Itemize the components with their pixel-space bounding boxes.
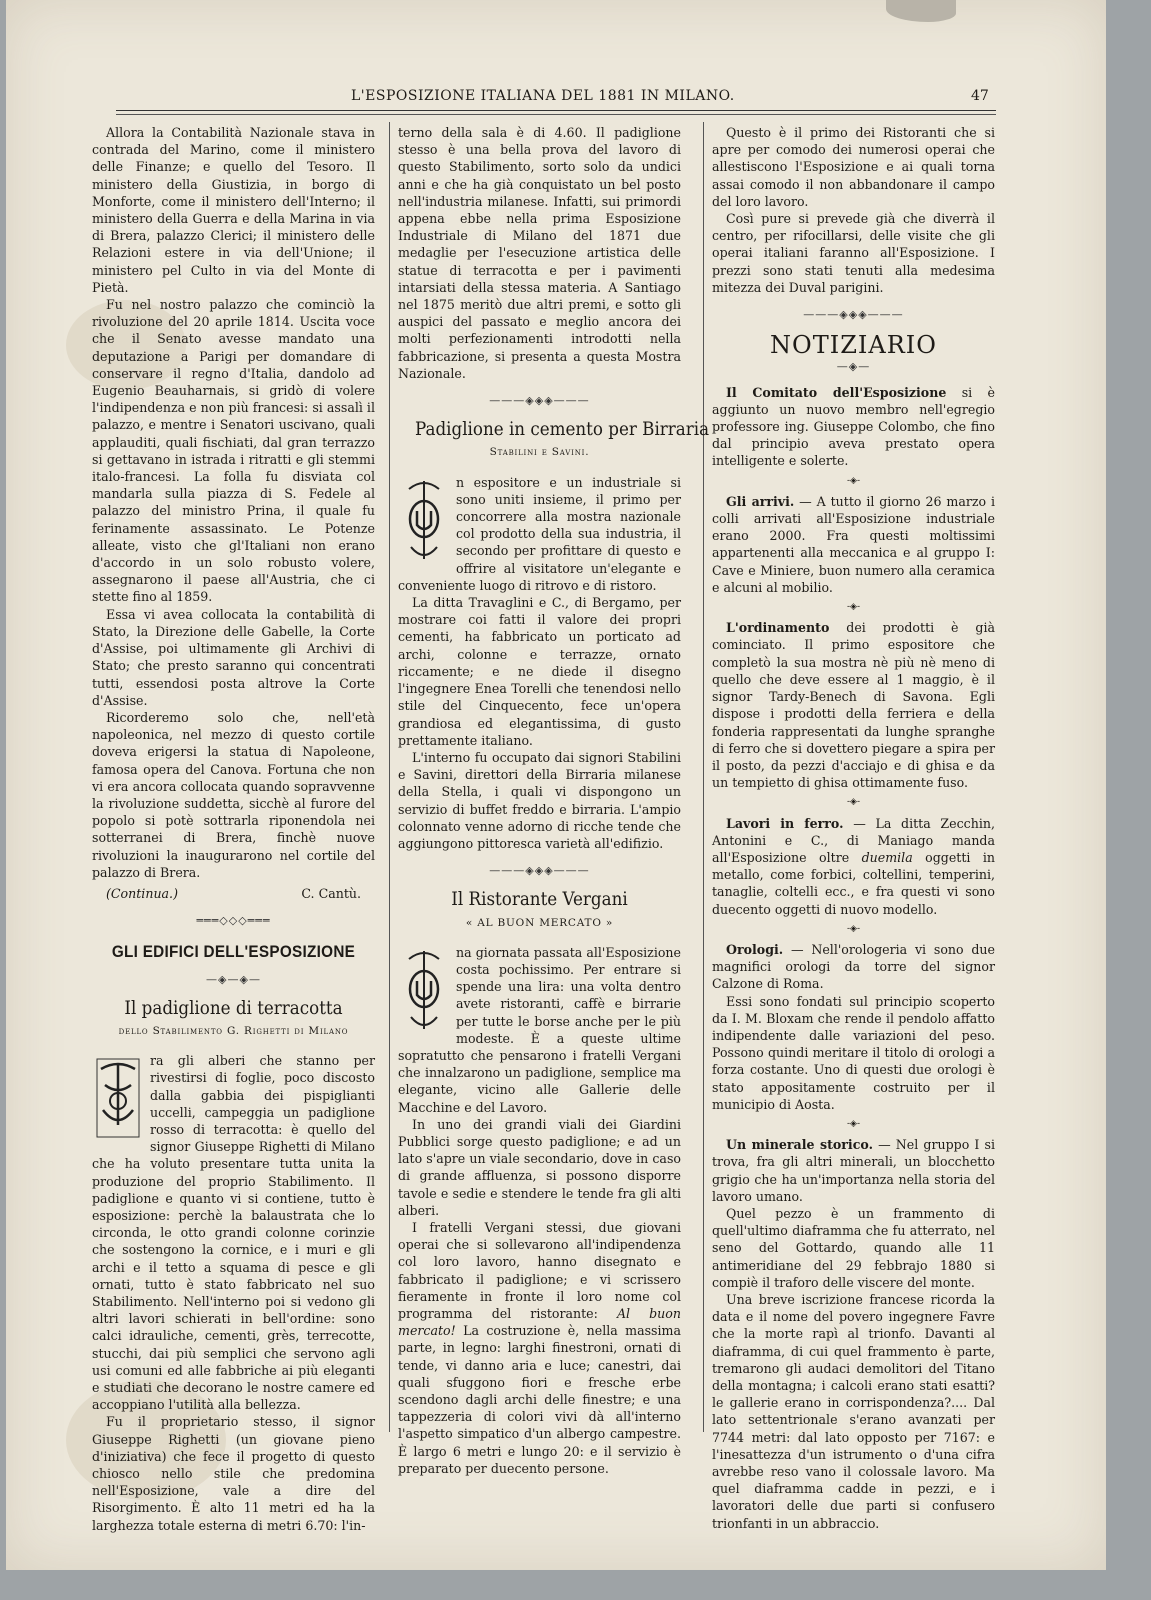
dropcap-u-ornament bbox=[398, 946, 450, 1034]
paragraph: Così pure si prevede già che diverrà il centro, per rifocillarsi, delle visite che gli operai italiani faranno all'Esposizione. I prezzi sono stati tenuti alla medesima mitezza dei Duval parigini. bbox=[712, 211, 995, 295]
column-2 bbox=[398, 124, 710, 1476]
header-rule-thin bbox=[116, 114, 996, 115]
ornament: —◈— bbox=[836, 360, 871, 374]
news-item bbox=[712, 619, 995, 791]
separator: -◈- bbox=[846, 602, 860, 613]
italic-motto: Al buon mercato! bbox=[398, 1306, 681, 1339]
author-name: C. Cantù. bbox=[301, 885, 361, 901]
paragraph: Una breve iscrizione francese ricorda la data e il nome del povero ingegnere Favre che la morte rapì al trionfo. Davanti al diaframma, di cui quel frammento è parte, tremarono gli audaci demolitori del Titano della montagna; i calcoli erano stati esatti? le gallerie erano in corrispondenza?.... Dal lato settentrionale s'erano avanzati per 7744 metri: dal lato opposto per 7167: e l'inesattezza d'un istrumento o d'una cifra avrebbe reso vano il colossale lavoro. Ma quel diaframma cadde in pezzi, e i lavoratori delle due parti si confusero trionfanti in un abbraccio. bbox=[712, 1292, 995, 1531]
news-item bbox=[712, 941, 995, 993]
article-title: Il Ristorante Vergani bbox=[451, 888, 628, 911]
ornament: ———◈◈◈——— bbox=[489, 394, 590, 408]
page-number: 47 bbox=[971, 88, 989, 104]
paragraph: ra gli alberi che stanno per rivestirsi di foglie, poco discosto dalla gabbia dei pispiglianti uccelli, campeggia un padiglione rosso di terracotta: è quello del signor Giuseppe Righetti di Milano che ha voluto presentare tutta unita la produzione del proprio Stabilimento. Il padiglione e quanto vi si contiene, tutto è esposizione: perchè la balaustrata che lo circonda, le otto grandi colonne corinzie che sostengono la cornice, e i muri e gli archi e il tetto a squama di pesce e gli ornati, tutto è stato fabbricato nel suo Stabilimento. Nell'interno poi si vedono gli altri lavori schierati in bell'ordine: sono calci idrauliche, cementi, grès, terrecotte, stucchi, dai più semplici che servono agli usi comuni ed alle fabbriche ai più eleganti e studiati che decorano le nostre camere ed accoppiano l'utilità alla bellezza. bbox=[92, 1053, 375, 1413]
article-body bbox=[92, 1052, 375, 1413]
article-subtitle: Stabilini e Savini. bbox=[489, 446, 590, 459]
article-title: Il padiglione di terracotta bbox=[124, 996, 343, 1019]
news-lead: Orologi. bbox=[726, 941, 784, 957]
news-text: dei prodotti è già cominciato. Il primo espositore che completò la sua mostra nè più nè meno di quello che deve essere al 1 maggio, è il signor Tardy-Benech di Savona. Egli dispose i prodotti della ferriera e della fonderia rappresentati da lunghe spranghe di ferro che si dovettero piegare a spira per il posto, da pezzi d'acciajo e di ghisa e da un tempietto di ghisa ottimamente fuso. bbox=[712, 620, 995, 791]
text-run: La costruzione è, nella massima parte, in legno: larghi finestroni, ornati di tende, vi danno aria e luce; canestri, dai quali sfuggono fiori e fresche erbe scendono dagli archi delle finestre; e una tappezzeria di colori vivi dà all'interno l'aspetto simpatico d'un albergo campestre. È largo 6 metri e lungo 20: e il servizio è preparato per duecento persone. bbox=[398, 1323, 681, 1476]
ornament: ═══◇◇◇═══ bbox=[196, 914, 271, 928]
news-text: — Nell'orologeria vi sono due magnifici orologi da torre del signor Calzone di Roma. bbox=[712, 941, 995, 992]
ornament: ———◈◈◈——— bbox=[489, 864, 590, 878]
signature-line bbox=[92, 881, 375, 902]
news-lead: Gli arrivi. bbox=[726, 493, 795, 509]
newspaper-page bbox=[6, 0, 1106, 1570]
column-1 bbox=[92, 124, 375, 1533]
column-3 bbox=[712, 124, 995, 1531]
header-rule bbox=[116, 110, 996, 111]
paragraph: Allora la Contabilità Nazionale stava in contrada del Marino, come il ministero delle Finanze; e quello del Tesoro. Il ministero della Giustizia, in borgo di Monforte, come il ministero dell'Interno; il ministero della Guerra e della Marina in via di Brera, palazzo Clerici; il ministero delle Relazioni estere in via dell'Unione; il ministero pel Culto in via del Monte di Pietà. bbox=[92, 125, 375, 295]
separator: -◈- bbox=[846, 923, 860, 934]
section-title: GLI EDIFICI DELL'ESPOSIZIONE bbox=[111, 942, 356, 962]
italic-word: duemila bbox=[861, 849, 913, 865]
separator: -◈- bbox=[846, 797, 860, 808]
ornament: —◈—◈— bbox=[206, 972, 261, 986]
paragraph: Questo è il primo dei Ristoranti che si apre per comodo dei numerosi operai che allestiscono l'Esposizione e ai quali torna assai comodo il non abbandonare il campo del loro lavoro. bbox=[712, 125, 995, 209]
continua-note: (Continua.) bbox=[106, 885, 178, 901]
news-text: — A tutto il giorno 26 marzo i colli arrivati all'Esposizione industriale erano 2000. Fra questi moltissimi appartenenti alla meccanica e al gruppo I: Cave e Miniere, buon numero alla ceramica e alcuni al mobilio. bbox=[712, 493, 995, 595]
news-item bbox=[712, 493, 995, 596]
text-run: I fratelli Vergani stessi, due giovani operai che si sollevarono all'indipendenza col loro lavoro, hanno disegnato e fabbricato il padiglione; e vi scrissero fieramente in fronte il loro nome col programma del ristorante: bbox=[398, 1219, 681, 1321]
paragraph: Fu il proprietario stesso, il signor Giuseppe Righetti (un giovane pieno d'iniziativa) che fece il progetto di questo chiosco nello stile che predomina nell'Esposizione, vale a dire del Risorgimento. È alto 11 metri ed ha la larghezza totale esterna di metri 6.70: l'in- bbox=[92, 1414, 375, 1533]
news-item bbox=[712, 1136, 995, 1205]
news-lead: Lavori in ferro. bbox=[726, 815, 844, 831]
news-text: — La ditta Zecchin, Antonini e C., di Maniago manda all'Esposizione oltre bbox=[712, 815, 995, 865]
paragraph bbox=[398, 1219, 681, 1477]
page-tear bbox=[886, 0, 956, 22]
separator: -◈- bbox=[846, 475, 860, 486]
paragraph: Essi sono fondati sul principio scoperto da I. M. Bloxam che rende il pendolo affatto indipendente dalle variazioni del peso. Possono quindi meritare il titolo di orologi a forza costante. Uno di questi due orologi è stato appositamente costruito per il municipio di Aosta. bbox=[712, 993, 995, 1112]
paragraph: terno della sala è di 4.60. Il padiglione stesso è una bella prova del lavoro di questo Stabilimento, sorto solo da undici anni e che ha già conquistato un bel posto nell'industria milanese. Infatti, sui primordi appena ebbe nella prima Esposizione Industriale di Milano del 1871 due medaglie per l'esecuzione artistica delle statue di terracotta e per i pavimenti intarsiati della stessa materia. A Santiago nel 1875 meritò due altri premi, e sotto gli auspici del passato e meglio ancora dei molti perfezionamenti introdotti nella fabbricazione, si presenta a questa Mostra Nazionale. bbox=[398, 125, 681, 381]
article-subtitle: dello Stabilimento G. Righetti di Milano bbox=[118, 1024, 349, 1037]
dropcap-u-ornament bbox=[398, 476, 450, 564]
column-divider bbox=[703, 122, 704, 1432]
column-divider bbox=[389, 122, 390, 1432]
news-lead: L'ordinamento bbox=[726, 620, 830, 636]
article-body bbox=[398, 474, 681, 594]
paragraph: Ricorderemo solo che, nell'età napoleonica, nel mezzo di questo cortile doveva erigersi la statua di Napoleone, famosa opera del Canova. Fortuna che non vi era ancora collocata quando sopravvenne la rivoluzione suddetta, sicchè al furore del popolo si potè sottrarla riponendola nei sotterranei di Brera, finchè nuove rivoluzioni la inaugurarono nel cortile del palazzo di Brera. bbox=[92, 709, 375, 880]
article-subtitle: « AL BUON MERCATO » bbox=[465, 916, 614, 929]
notiziario-title: NOTIZIARIO bbox=[770, 331, 937, 360]
ornament: ———◈◈◈——— bbox=[803, 308, 904, 322]
article-body bbox=[398, 944, 681, 1116]
paragraph: L'interno fu occupato dai signori Stabilini e Savini, direttori della Birraria milanese della Stella, i quali vi dispongono un servizio di buffet freddo e birraria. L'ampio colonnato venne adorno di ricche tende che aggiungono pittoresca varietà all'edifizio. bbox=[398, 749, 681, 851]
news-lead: Il Comitato dell'Esposizione bbox=[726, 384, 947, 400]
paragraph: Quel pezzo è un frammento di quell'ultimo diaframma che fu atterrato, nel seno del Gottardo, quando alle 11 antimeridiane del 29 febbrajo 1880 si compiè il traforo delle viscere del monte. bbox=[712, 1205, 995, 1290]
paragraph: La ditta Travaglini e C., di Bergamo, per mostrare coi fatti il valore dei propri cementi, ha fabbricato un porticato ad archi, colonne e terrazze, ornato riccamente; e ne diede il disegno l'ingegnere Enea Torelli che tenendosi nello stile del Cinquecento, fece un'opera grandiosa ed elegantissima, di gusto prettamente italiano. bbox=[398, 595, 681, 748]
news-lead: Un minerale storico. bbox=[726, 1137, 873, 1153]
news-item bbox=[712, 815, 995, 918]
paragraph: na giornata passata all'Esposizione costa pochissimo. Per entrare si spende una lira: una volta dentro avete ristoranti, caffè e birrarie per tutte le borse anche per le più modeste. È a queste ultime sopratutto che pensarono i fratelli Vergani che innalzarono un padiglione, semplice ma elegante, vicino alle Gallerie delle Macchine e del Lavoro. bbox=[398, 944, 681, 1115]
news-text: — Nel gruppo I si trova, fra gli altri minerali, un blocchetto grigio che ha un'importanza nella storia del lavoro umano. bbox=[712, 1137, 995, 1204]
paragraph: n espositore e un industriale si sono uniti insieme, il primo per concorrere alla mostra nazionale col prodotto della sua industria, il secondo per profittare di questo e offrire al visitatore un'elegante e conveniente luogo di ritrovo e di ristoro. bbox=[398, 474, 681, 593]
paragraph: Fu nel nostro palazzo che cominciò la rivoluzione del 20 aprile 1814. Uscita voce che il Senato avesse mandato una deputazione a Parigi per domandare di conservare il regno d'Italia, dandolo ad Eugenio Beauharnais, si gridò di volere l'indipendenza e non più francesi: si assalì il palazzo, e mentre i Senatori uscivano, quali applauditi, quali fischiati, dal gran terrazzo si gettavano in istrada i ritratti e gli stemmi italo-francesi. La folla fu disviata col mandarla sulla piazza di S. Fedele al palazzo del ministro Prina, il quale fu ferinamente assassinato. Le Potenze alleate, visto che gl'Italiani non erano d'accordo in un solo robusto volere, assegnarono il paese all'Austria, che ci stette fino al 1859. bbox=[92, 297, 375, 605]
running-header: L'ESPOSIZIONE ITALIANA DEL 1881 IN MILANO. bbox=[351, 88, 735, 104]
separator: -◈- bbox=[846, 1118, 860, 1129]
news-item bbox=[712, 384, 995, 470]
article-title: Padiglione in cemento per Birraria bbox=[414, 418, 710, 441]
news-text: oggetti in metallo, come forbici, coltellini, temperini, tanaglie, coltelli ecc., e fra questi vi sono duecento oggetti di nuovo modello. bbox=[712, 849, 995, 917]
dropcap-t-ornament bbox=[92, 1054, 144, 1142]
news-text: si è aggiunto un nuovo membro nell'egregio professore ing. Giuseppe Colombo, che fino dal principio aveva prestato opera intelligente e solerte. bbox=[712, 384, 995, 469]
paragraph: In uno dei grandi viali dei Giardini Pubblici sorge questo padiglione; e ad un lato s'apre un viale secondario, dove in caso di grande affluenza, si possono disporre tavole e sedie e stendere le tende fra gli alti alberi. bbox=[398, 1116, 681, 1218]
paragraph: Essa vi avea collocata la contabilità di Stato, la Direzione delle Gabelle, la Corte d'Assise, poi ultimamente gli Archivi di Stato; che presto saranno qui concentrati tutti, essendosi posta altrove la Corte d'Assise. bbox=[92, 606, 375, 708]
